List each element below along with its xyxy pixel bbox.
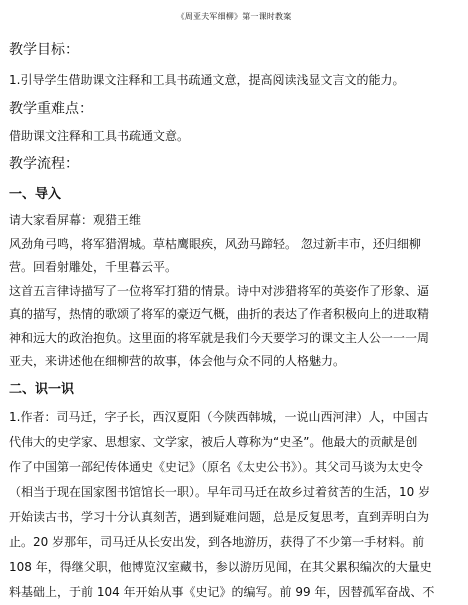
goal-item-1: 1.引导学生借助课文注释和工具书疏通文意，提高阅读浅显文言文的能力。 [9,73,405,87]
know-line: 作了中国第一部纪传体通史《史记》（原名《太史公书》）。其父司马谈为太史令 [9,460,424,474]
intro-line: 神和远大的政治抱负。这里面的将军就是我们今天要学习的课文主人公一一一周 [9,331,430,345]
know-line: （相当于现在国家图书馆馆长一职）。早年司马迁在故乡过着贫苦的生活，10 岁 [9,485,431,499]
flow-heading: 教学流程： [9,156,79,172]
intro-heading: 一、导入 [9,187,62,202]
key-text: 借助课文注释和工具书疏通文意。 [9,129,190,143]
know-line: 1.作者：司马迁，字子长，西汉夏阳（今陕西韩城，一说山西河津）人，中国古 [9,410,429,424]
know-line: 开始读古书，学习十分认真刻苦，遇到疑难问题，总是反复思考，直到弄明白为 [9,510,430,524]
goal-heading: 教学目标： [9,42,79,58]
know-line: 108 年，得继父职，他博览汉室藏书，参以游历见闻，在其父累积编次的大量史 [9,560,432,574]
intro-line: 亚夫，来讲述他在细柳营的故事，体会他与众不同的人格魅力。 [9,354,346,368]
intro-line: 请大家看屏幕：观猎王维 [9,213,142,227]
intro-line: 营。回看射雕处，千里暮云平。 [9,260,178,274]
intro-line: 这首五言律诗描写了一位将军打猎的情景。诗中对涉猎将军的英姿作了形象、逼 [9,284,430,298]
page-title: 《周亚夫军细柳》第一课时教案 [176,12,292,21]
know-line: 止。20 岁那年，司马迁从长安出发，到各地游历，获得了不少第一手材料。前 [9,535,425,549]
know-line: 料基础上，于前 104 年开始从事《史记》的编写。前 99 年，因替孤军奋战、不 [9,585,435,599]
know-heading: 二、识一识 [9,382,75,397]
intro-line: 风劲角弓鸣，将军猎渭城。草枯鹰眼疾，风劲马蹄轻。 忽过新丰市，还归细柳 [9,237,421,251]
intro-line: 真的描写，热情的歌颂了将军的豪迈气概，曲折的表达了作者积极向上的进取精 [9,307,430,321]
know-line: 代伟大的史学家、思想家、文学家，被后人尊称为“史圣”。他最大的贡献是创 [9,435,418,449]
key-heading: 教学重难点： [9,101,93,117]
